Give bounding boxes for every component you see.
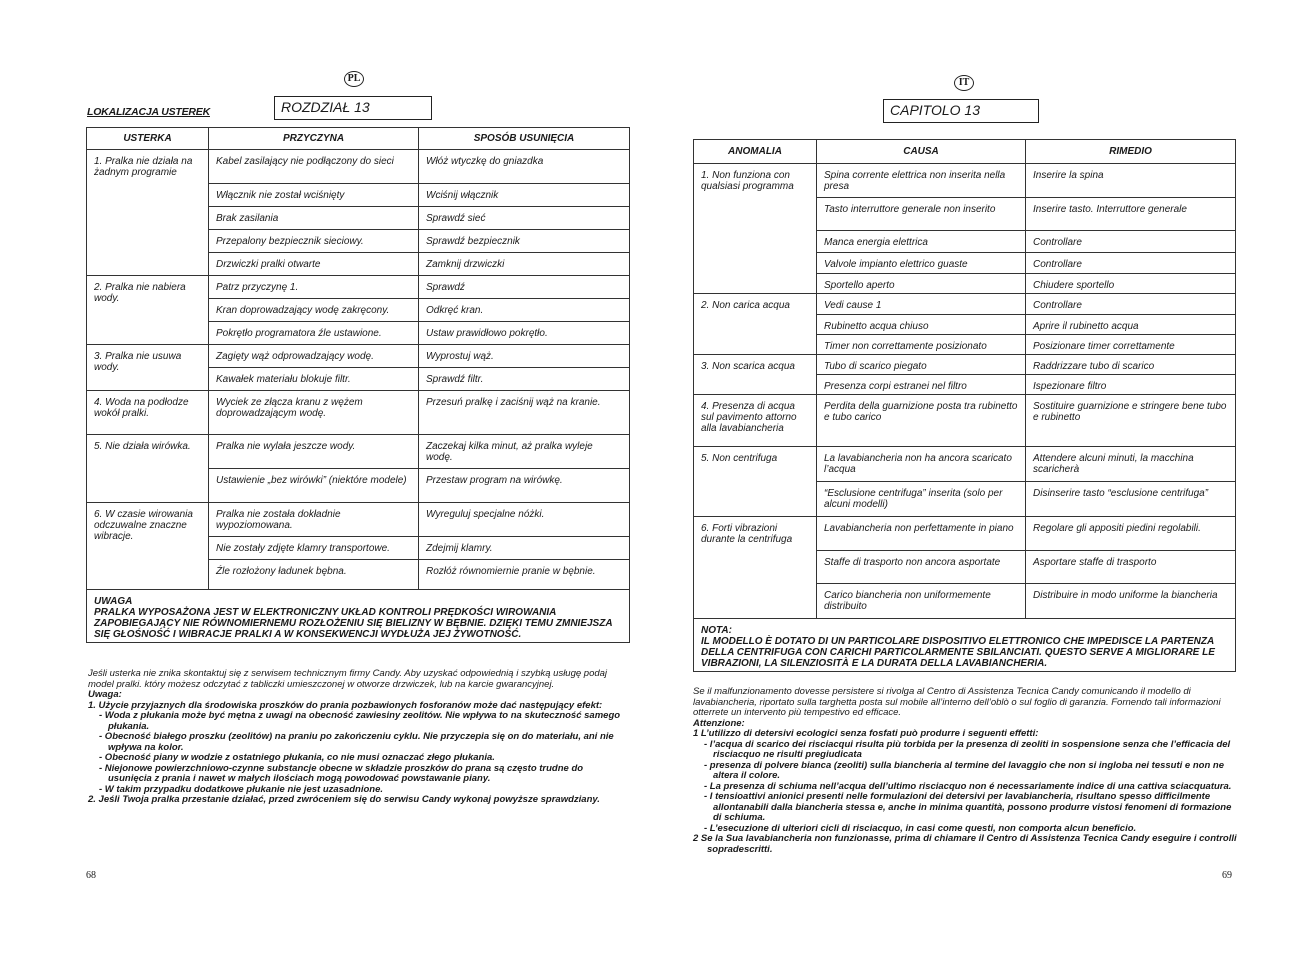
section-title: LOKALIZACJA USTEREK (87, 106, 210, 118)
column-header: SPOSÓB USUNIĘCIA (419, 128, 630, 150)
cause-cell: Vedi cause 1 (817, 294, 1026, 315)
remedy-cell: Sprawdź filtr. (419, 368, 630, 391)
cause-cell: Brak zasilania (209, 207, 419, 230)
cause-cell: Przepalony bezpiecznik sieciowy. (209, 230, 419, 253)
cause-cell: La lavabiancheria non ha ancora scaricato l’acqua (817, 447, 1026, 482)
cause-cell: Lavabiancheria non perfettamente in piano (817, 517, 1026, 551)
remedy-cell: Odkręć kran. (419, 299, 630, 322)
cause-cell: Manca energia elettrica (817, 231, 1026, 253)
page-right (654, 0, 1308, 954)
column-header: RIMEDIO (1026, 140, 1236, 164)
chapter-box: ROZDZIAŁ 13 (274, 96, 432, 120)
fault-cell: 2. Pralka nie nabiera wody. (87, 276, 209, 345)
remedy-cell: Inserire tasto. Interruttore generale (1026, 198, 1236, 231)
note-item: - Obecność piany w wodzie z ostatniego płukania, co nie musi oznaczać złego płukania. (99, 752, 495, 763)
page-number: 68 (86, 870, 96, 881)
fault-cell: 2. Non carica acqua (694, 294, 817, 355)
column-header: CAUSA (817, 140, 1026, 164)
warning-note (87, 590, 630, 643)
remedy-cell: Sostituire guarnizione e stringere bene tubo e rubinetto (1026, 395, 1236, 447)
service-paragraph: Se il malfunzionamento dovesse persistere si rivolga al Centro di Assistenza Tecnica Candy comunicando il modello di lavabiancheria, riportato sulla targhetta posta sul mobile all’interno dell’oblò o sul foglio di garanzia. Fornendo tali informazioni otterrete un intervento più tempestivo ed efficace. (693, 686, 1221, 718)
remedy-cell: Inserire la spina (1026, 164, 1236, 198)
cause-cell: Tasto interruttore generale non inserito (817, 198, 1026, 231)
remedy-cell: Distribuire in modo uniforme la biancheria (1026, 584, 1236, 619)
troubleshooting-table (693, 139, 1236, 672)
page-number: 69 (1222, 870, 1232, 881)
cause-cell: Drzwiczki pralki otwarte (209, 253, 419, 276)
fault-cell: 1. Pralka nie działa na żadnym programie (87, 150, 209, 276)
remedy-cell: Asportare staffe di trasporto (1026, 551, 1236, 584)
remedy-cell: Wyprostuj wąż. (419, 345, 630, 368)
cause-cell: Źle rozłożony ładunek bębna. (209, 560, 419, 590)
remedy-cell: Wciśnij włącznik (419, 184, 630, 207)
note-item: 2 Se la Sua lavabiancheria non funzionasse, prima di chiamare il Centro di Assistenza Tecnica Candy eseguire i controlli sopradescritti. (693, 833, 1237, 855)
remedy-cell: Ustaw prawidłowo pokrętło. (419, 322, 630, 345)
cause-cell: Valvole impianto elettrico guaste (817, 253, 1026, 274)
fault-cell: 6. Forti vibrazioni durante la centrifuga (694, 517, 817, 619)
note-item: - L’esecuzione di ulteriori cicli di risciacquo, in casi come questi, non comporta alcun beneficio. (704, 822, 1137, 834)
footer-notes (693, 687, 1237, 855)
attention-label: Attenzione: (693, 717, 745, 729)
fault-cell: 3. Pralka nie usuwa wody. (87, 345, 209, 391)
footer-notes (88, 669, 628, 806)
attention-label: Uwaga: (88, 689, 122, 700)
note-item: - La presenza di schiuma nell’acqua dell’ultimo risciacquo non é necessariamente indice di una cattiva sciacquatura. (704, 780, 1232, 792)
note-item: - presenza di polvere bianca (zeoliti) sulla biancheria al termine del lavaggio che non si ingloba nei tessuti e non ne altera il colore. (704, 759, 1224, 781)
note-item: 1 L’utilizzo di detersivi ecologici senza fosfati può produrre i seguenti effetti: (693, 728, 1039, 739)
cause-cell: Pokrętło programatora źle ustawione. (209, 322, 419, 345)
note-item: - W takim przypadku dodatkowe płukanie nie jest uzasadnione. (99, 783, 383, 795)
note-item: - I tensioattivi anionici presenti nelle formulazioni dei detersivi per lavabiancheria, risultano spesso difficilmente allontanabili dalla biancheria stessa e, anche in minima quantità, possono produrre vistosi fenomeni di formazione di schiuma. (704, 791, 1232, 823)
remedy-cell: Wyreguluj specjalne nóżki. (419, 503, 630, 537)
note-title: NOTA: (701, 625, 732, 636)
fault-cell: 1. Non funziona con qualsiasi programma (694, 164, 817, 294)
remedy-cell: Controllare (1026, 231, 1236, 253)
language-badge-it: IT (954, 75, 974, 91)
fault-cell: 6. W czasie wirowania odczuwalne znaczne wibracje. (87, 503, 209, 590)
cause-cell: Spina corrente elettrica non inserita nella presa (817, 164, 1026, 198)
column-header: USTERKA (87, 128, 209, 150)
cause-cell: Kawałek materiału blokuje filtr. (209, 368, 419, 391)
cause-cell: Rubinetto acqua chiuso (817, 315, 1026, 335)
remedy-cell: Sprawdź (419, 276, 630, 299)
chapter-box: CAPITOLO 13 (883, 99, 1039, 123)
cause-cell: Timer non correttamente posizionato (817, 335, 1026, 355)
remedy-cell: Sprawdź sieć (419, 207, 630, 230)
cause-cell: “Esclusione centrifuga” inserita (solo per alcuni modelli) (817, 482, 1026, 517)
fault-cell: 5. Nie działa wirówka. (87, 435, 209, 503)
cause-cell: Kran doprowadzający wodę zakręcony. (209, 299, 419, 322)
remedy-cell: Controllare (1026, 294, 1236, 315)
cause-cell: Perdita della guarnizione posta tra rubinetto e tubo carico (817, 395, 1026, 447)
cause-cell: Sportello aperto (817, 274, 1026, 294)
remedy-cell: Zaczekaj kilka minut, aż pralka wyleje wodę. (419, 435, 630, 469)
note-item: 1. Użycie przyjaznych dla środowiska proszków do prania pozbawionych fosforanów może dać następujący efekt: (88, 699, 603, 711)
remedy-cell: Disinserire tasto “esclusione centrifuga” (1026, 482, 1236, 517)
remedy-cell: Ispezionare filtro (1026, 375, 1236, 395)
fault-cell: 4. Woda na podłodze wokół pralki. (87, 391, 209, 435)
column-header: ANOMALIA (694, 140, 817, 164)
cause-cell: Patrz przyczynę 1. (209, 276, 419, 299)
remedy-cell: Sprawdź bezpiecznik (419, 230, 630, 253)
cause-cell: Pralka nie została dokładnie wypoziomowana. (209, 503, 419, 537)
cause-cell: Presenza corpi estranei nel filtro (817, 375, 1026, 395)
remedy-cell: Przestaw program na wirówkę. (419, 469, 630, 503)
remedy-cell: Przesuń pralkę i zaciśnij wąż na kranie. (419, 391, 630, 435)
remedy-cell: Rozłóż równomiernie pranie w bębnie. (419, 560, 630, 590)
column-header: PRZYCZYNA (209, 128, 419, 150)
remedy-cell: Raddrizzare tubo di scarico (1026, 355, 1236, 375)
remedy-cell: Aprire il rubinetto acqua (1026, 315, 1236, 335)
remedy-cell: Zdejmij klamry. (419, 537, 630, 560)
note-text: PRALKA WYPOSAŻONA JEST W ELEKTRONICZNY UKŁAD KONTROLI PRĘDKOŚCI WIROWANIA ZAPOBIEGAJĄCY NIE RÓWNOMIERNEMU ROZŁOŻENIU SIĘ BIELIZNY W BĘBNIE. DZIĘKI TEMU ZMNIEJSZA SIĘ GŁOŚNOŚĆ I WIBRACJE PRALKI A W KONSEKWENCJI WYDŁUŻA JEJ ŻYWOTNOŚĆ. (94, 607, 613, 640)
note-item: - l’acqua di scarico dei risciacqui risulta più torbida per la presenza di zeoliti in sospensione senza che l’efficacia del risciacquo ne risulti pregiudicata (704, 738, 1231, 760)
cause-cell: Kabel zasilający nie podłączony do sieci (209, 150, 419, 184)
cause-cell: Zagięty wąż odprowadzający wodę. (209, 345, 419, 368)
remedy-cell: Attendere alcuni minuti, la macchina scaricherà (1026, 447, 1236, 482)
remedy-cell: Zamknij drzwiczki (419, 253, 630, 276)
cause-cell: Ustawienie „bez wirówki” (niektóre modele) (209, 469, 419, 503)
warning-note (694, 619, 1236, 672)
note-item: - Niejonowe powierzchniowo-czynne substancje obecne w składzie proszków do prana są często trudne do usunięcia z prania i nawet w małych ilościach mogą powodować powstawanie piany. (99, 762, 584, 784)
language-badge-pl: PL (344, 71, 364, 87)
cause-cell: Włącznik nie został wciśnięty (209, 184, 419, 207)
service-paragraph: Jeśli usterka nie znika skontaktuj się z serwisem technicznym firmy Candy. Aby uzyskać odpowiednią i szybką usługę podaj model pralki. który możesz odczytać z tabliczki umieszczonej w otworze drzwiczek, lub na karcie gwarancyjnej. (88, 668, 608, 690)
remedy-cell: Controllare (1026, 253, 1236, 274)
fault-cell: 5. Non centrifuga (694, 447, 817, 517)
remedy-cell: Posizionare timer correttamente (1026, 335, 1236, 355)
cause-cell: Tubo di scarico piegato (817, 355, 1026, 375)
note-item: - Obecność białego proszku (zeolitów) na praniu po zakończeniu cyklu. Nie przyczepia się on do materiału, ani nie wpływa na kolor. (99, 731, 614, 753)
cause-cell: Carico biancheria non uniformemente distribuito (817, 584, 1026, 619)
fault-cell: 3. Non scarica acqua (694, 355, 817, 395)
cause-cell: Staffe di trasporto non ancora asportate (817, 551, 1026, 584)
note-item: 2. Jeśli Twoja pralka przestanie działać, przed zwróceniem się do serwisu Candy wykonaj powyższe sprawdziany. (88, 794, 600, 805)
cause-cell: Pralka nie wylała jeszcze wody. (209, 435, 419, 469)
remedy-cell: Regolare gli appositi piedini regolabili. (1026, 517, 1236, 551)
remedy-cell: Chiudere sportello (1026, 274, 1236, 294)
troubleshooting-table (86, 127, 630, 643)
remedy-cell: Włóż wtyczkę do gniazdka (419, 150, 630, 184)
note-item: - Woda z płukania może być mętna z uwagi na obecność zawiesiny zeolitów. Nie wpływa to na skuteczność samego płukania. (99, 710, 621, 732)
note-text: IL MODELLO È DOTATO DI UN PARTICOLARE DISPOSITIVO ELETTRONICO CHE IMPEDISCE LA PARTENZA DELLA CENTRIFUGA CON CARICHI PARTICOLARMENTE SBILANCIATI. QUESTO SERVE A MIGLIORARE LE VIBRAZIONI, LA SILENZIOSITÀ E LA DURATA DELLA LAVABIANCHERIA. (701, 636, 1215, 669)
note-title: UWAGA (94, 596, 133, 607)
cause-cell: Nie zostały zdjęte klamry transportowe. (209, 537, 419, 560)
cause-cell: Wyciek ze złącza kranu z wężem doprowadzającym wodę. (209, 391, 419, 435)
fault-cell: 4. Presenza di acqua sul pavimento attorno alla lavabiancheria (694, 395, 817, 447)
